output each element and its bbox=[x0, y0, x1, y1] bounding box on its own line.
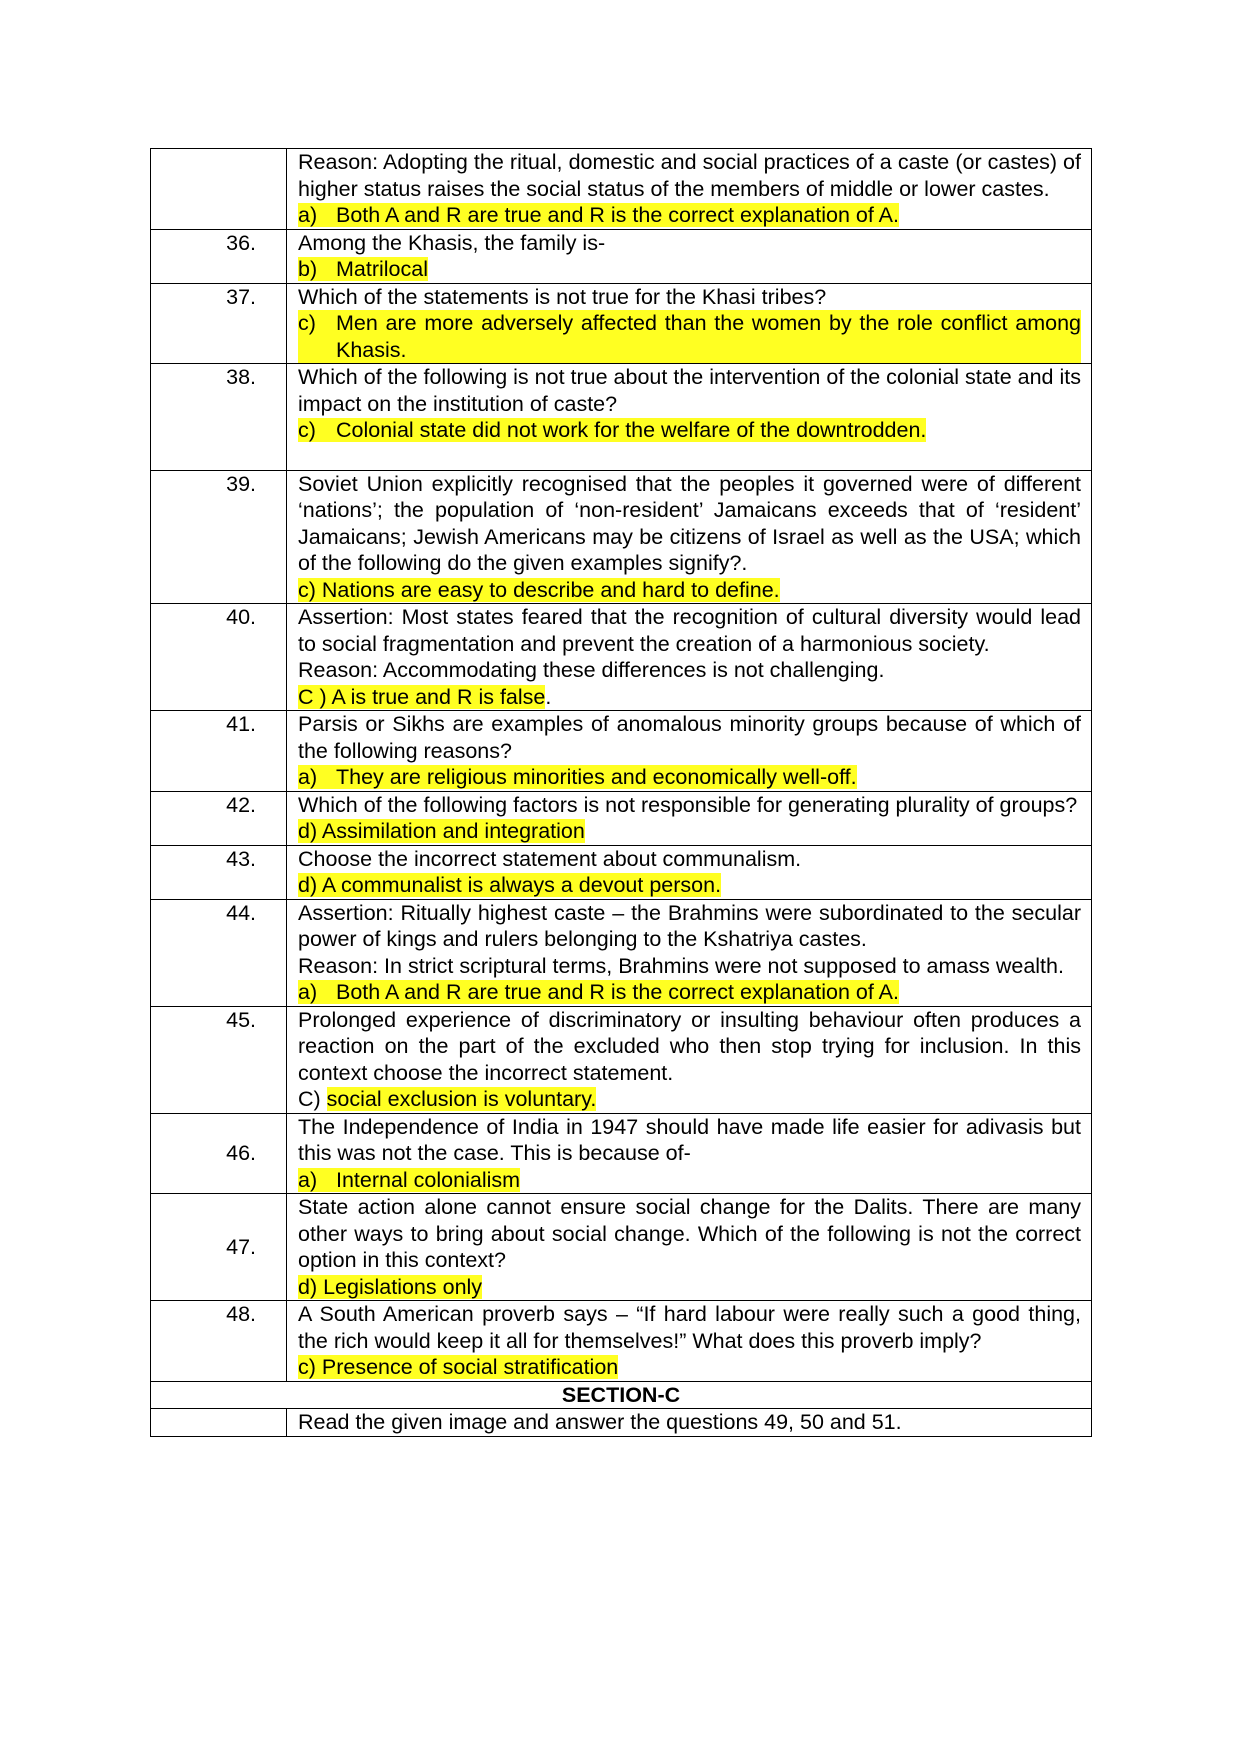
question-number: 39. bbox=[151, 470, 287, 604]
table-row bbox=[151, 899, 1092, 1006]
answer-option bbox=[298, 1167, 1081, 1194]
question-cell bbox=[287, 845, 1092, 899]
answer-label: a) bbox=[298, 980, 318, 1004]
answer-option bbox=[298, 202, 1081, 229]
question-text: A South American proverb says – “If hard labour were really such a good thing, the rich would keep it all for themselves!” What does this proverb imply? bbox=[298, 1302, 1081, 1353]
question-cell bbox=[287, 791, 1092, 845]
answer-text: d) Assimilation and integration bbox=[298, 819, 585, 843]
question-cell bbox=[287, 283, 1092, 364]
answer-label: C) bbox=[298, 1087, 321, 1111]
question-cell bbox=[287, 1301, 1092, 1382]
table-row bbox=[151, 604, 1092, 711]
question-number: 41. bbox=[151, 711, 287, 792]
section-row bbox=[151, 1381, 1092, 1409]
question-number: 42. bbox=[151, 791, 287, 845]
question-number: 43. bbox=[151, 845, 287, 899]
question-number: 45. bbox=[151, 1006, 287, 1113]
answer-suffix: . bbox=[545, 684, 552, 709]
assertion-text: Assertion: Ritually highest caste – the Brahmins were subordinated to the secular power of kings and rulers belonging to the Kshatriya castes. bbox=[298, 900, 1081, 951]
answer-option bbox=[298, 417, 1081, 444]
answer-label: b) bbox=[298, 257, 318, 281]
question-text: Prolonged experience of discriminatory or insulting behaviour often produces a reaction on the part of the excluded who then stop trying for inclusion. In this context choose the incorrect statement. bbox=[298, 1007, 1081, 1085]
table-row bbox=[151, 791, 1092, 845]
question-cell bbox=[287, 229, 1092, 283]
question-text: Which of the following is not true about the intervention of the colonial state and its impact on the institution of caste? bbox=[298, 365, 1081, 416]
question-table bbox=[150, 148, 1092, 1437]
answer-text: c) Presence of social stratification bbox=[298, 1355, 619, 1379]
table-row bbox=[151, 283, 1092, 364]
question-cell bbox=[287, 899, 1092, 1006]
table-row bbox=[151, 1006, 1092, 1113]
reason-text: Reason: Accommodating these differences is not challenging. bbox=[298, 658, 885, 682]
answer-text: Matrilocal bbox=[336, 257, 428, 281]
answer-label: a) bbox=[298, 203, 318, 227]
assertion-text: Assertion: Most states feared that the recognition of cultural diversity would lead to social fragmentation and prevent the creation of a harmonious society. bbox=[298, 605, 1081, 656]
question-cell bbox=[287, 470, 1092, 604]
table-row bbox=[151, 845, 1092, 899]
answer-text: Both A and R are true and R is the correct explanation of A. bbox=[336, 980, 899, 1004]
answer-option bbox=[298, 256, 1081, 283]
question-text: Parsis or Sikhs are examples of anomalous minority groups because of which of the following reasons? bbox=[298, 712, 1081, 763]
reason-text: Reason: In strict scriptural terms, Brahmins were not supposed to amass wealth. bbox=[298, 953, 1064, 978]
answer-text: d) A communalist is always a devout person. bbox=[298, 873, 722, 897]
answer-text: c) Nations are easy to describe and hard to define. bbox=[298, 577, 780, 602]
table-row bbox=[151, 1301, 1092, 1382]
question-number: 38. bbox=[151, 364, 287, 471]
question-cell bbox=[287, 1194, 1092, 1301]
question-text: Choose the incorrect statement about communalism. bbox=[298, 846, 802, 871]
answer-label: a) bbox=[298, 765, 318, 789]
question-text: Which of the statements is not true for the Khasi tribes? bbox=[298, 284, 827, 309]
answer-option bbox=[298, 979, 1081, 1006]
answer-label: a) bbox=[298, 1167, 318, 1192]
question-number: 44. bbox=[151, 899, 287, 1006]
table-row bbox=[151, 229, 1092, 283]
answer-text: Men are more adversely affected than the women by the role conflict among Khasis. bbox=[336, 311, 1081, 362]
answer-label: c) bbox=[298, 418, 316, 442]
answer-text: Internal colonialism bbox=[336, 1167, 521, 1192]
spacer bbox=[298, 444, 1081, 470]
question-cell bbox=[287, 1113, 1092, 1194]
question-cell bbox=[287, 1006, 1092, 1113]
question-number: 47. bbox=[151, 1194, 287, 1301]
question-cell bbox=[287, 364, 1092, 471]
question-number bbox=[151, 1409, 287, 1437]
question-cell bbox=[287, 604, 1092, 711]
question-text: Which of the following factors is not responsible for generating plurality of groups? bbox=[298, 792, 1078, 817]
table-row bbox=[151, 149, 1092, 230]
answer-text: Colonial state did not work for the welfare of the downtrodden. bbox=[336, 418, 927, 442]
answer-option bbox=[298, 310, 1081, 363]
question-number bbox=[151, 149, 287, 230]
question-number: 37. bbox=[151, 283, 287, 364]
answer-text: social exclusion is voluntary. bbox=[326, 1087, 597, 1111]
answer-option bbox=[298, 764, 1081, 791]
question-text: The Independence of India in 1947 should have made life easier for adivasis but this was not the case. This is because of- bbox=[298, 1114, 1081, 1165]
question-number: 46. bbox=[151, 1113, 287, 1194]
table-row bbox=[151, 1194, 1092, 1301]
question-number: 48. bbox=[151, 1301, 287, 1382]
question-text: Among the Khasis, the family is- bbox=[298, 230, 606, 255]
section-heading: SECTION-C bbox=[151, 1381, 1092, 1409]
table-row bbox=[151, 711, 1092, 792]
instruction-text: Read the given image and answer the questions 49, 50 and 51. bbox=[287, 1409, 1092, 1437]
answer-text: d) Legislations only bbox=[298, 1274, 483, 1299]
question-cell bbox=[287, 149, 1092, 230]
question-number: 36. bbox=[151, 229, 287, 283]
table-row bbox=[151, 1113, 1092, 1194]
answer-text: C ) A is true and R is false bbox=[298, 684, 546, 709]
question-cell bbox=[287, 711, 1092, 792]
question-text: Soviet Union explicitly recognised that the peoples it governed were of different ‘nations’; the population of ‘non-resident’ Jamaicans exceeds that of ‘resident’ Jamaicans; Jewish Americans may be citizens of Israel as well as the USA; which of the following do the given examples signify?. bbox=[298, 471, 1081, 575]
question-number: 40. bbox=[151, 604, 287, 711]
table-row bbox=[151, 1409, 1092, 1437]
answer-text: They are religious minorities and economically well-off. bbox=[336, 765, 857, 789]
reason-text: Reason: Adopting the ritual, domestic and social practices of a caste (or castes) of higher status raises the social status of the members of middle or lower castes. bbox=[298, 150, 1081, 201]
answer-text: Both A and R are true and R is the correct explanation of A. bbox=[336, 203, 899, 227]
table-row bbox=[151, 470, 1092, 604]
question-text: State action alone cannot ensure social change for the Dalits. There are many other ways to bring about social change. Which of the following is not the correct option in this context? bbox=[298, 1195, 1081, 1272]
answer-label: c) bbox=[298, 311, 316, 335]
table-row bbox=[151, 364, 1092, 471]
